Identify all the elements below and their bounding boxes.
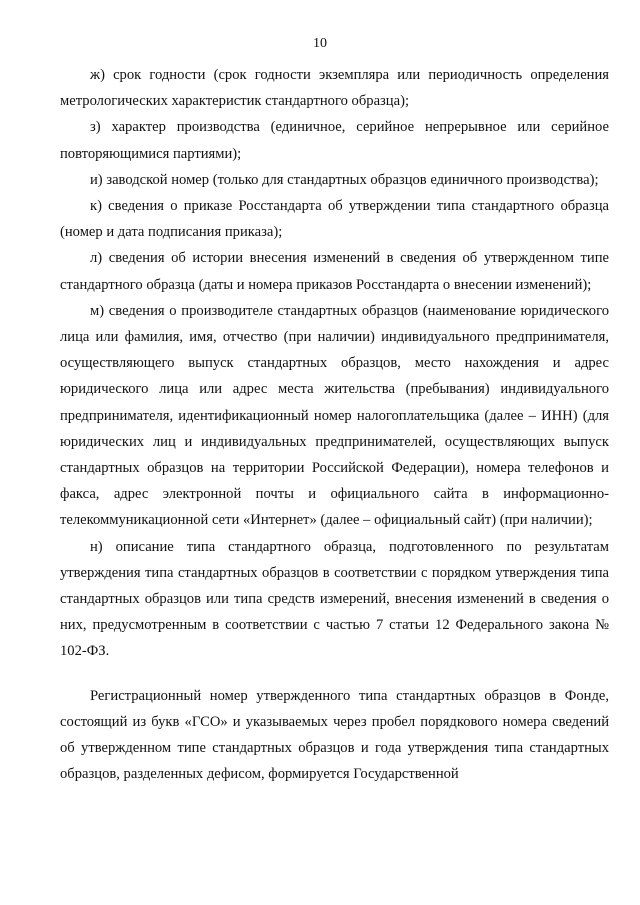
document-body [60,62,609,787]
paragraph-k: к) сведения о приказе Росстандарта об утверждении типа стандартного образца (номер и дата подписания приказа); [60,198,609,241]
paragraph-m: м) сведения о производителе стандартных образцов (наименование юридического лица или фамилия, имя, отчество (при наличии) индивидуального предпринимателя, осуществляющего выпуск стандартных образцов, место нахождения и адрес юридического лица или адрес места жительства (пребывания) индивидуального предпринимателя, идентификационный номер налогоплательщика (далее – ИНН) (для юридических лиц и индивидуальных предпринимателей, осуществляющих выпуск стандартных образцов на территории Российской Федерации), номера телефонов и факса, адрес электронной почты и официального сайта в информационно-телекоммуникационной сети «Интернет» (далее – официальный сайт) (при наличии); [60,302,609,529]
paragraph-z: з) характер производства (единичное, серийное непрерывное или серийное повторяющимися партиями); [60,119,609,162]
paragraph-registration-number: Регистрационный номер утвержденного типа стандартных образцов в Фонде, состоящий из букв «ГСО» и указываемых через пробел порядкового номера сведений об утвержденном типе стандартных образцов и года утверждения типа стандартных образцов, разделенных дефисом, формируется Государственной [60,687,609,783]
paragraph-zh: ж) срок годности (срок годности экземпляра или периодичность определения метрологических характеристик стандартного образца); [60,67,609,110]
page-number: 10 [313,36,327,51]
paragraph-i: и) заводской номер (только для стандартных образцов единичного производства); [90,171,599,188]
paragraph-n: н) описание типа стандартного образца, подготовленного по результатам утверждения типа стандартных образцов в соответствии с порядком утверждения типа стандартных образцов или типа средств измерений, внесения изменений в сведения о них, предусмотренным в соответствии с частью 7 статьи 12 Федерального закона № 102-ФЗ. [60,538,609,660]
paragraph-l: л) сведения об истории внесения изменений в сведения об утвержденном типе стандартного образца (даты и номера приказов Росстандарта о внесении изменений); [60,250,609,293]
